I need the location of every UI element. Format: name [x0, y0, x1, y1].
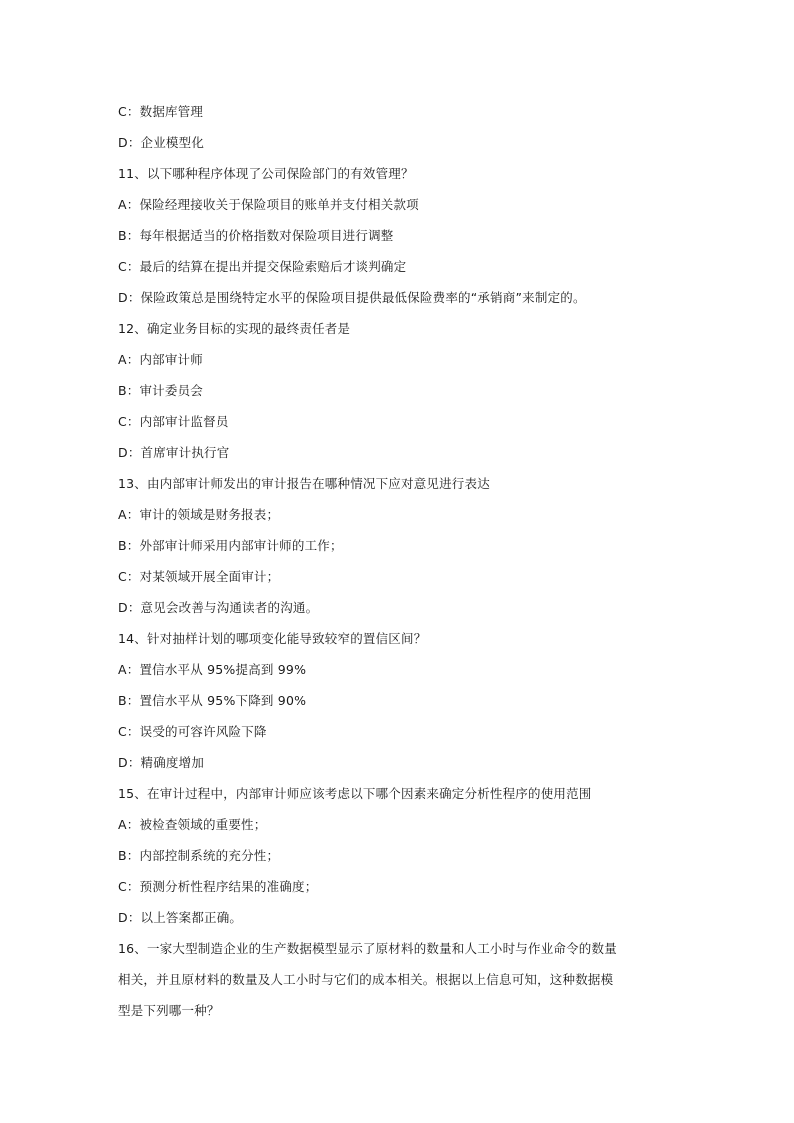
option-d: D：企业模型化: [118, 135, 205, 150]
question-11: 11、以下哪种程序体现了公司保险部门的有效管理？: [118, 166, 414, 181]
option-b: B：内部控制系统的充分性；: [118, 848, 280, 863]
option-a: A：置信水平从 95%提高到 99%: [118, 662, 307, 677]
option-d: D：以上答案都正确。: [118, 910, 243, 925]
option-a: A：被检查领域的重要性；: [118, 817, 267, 832]
option-d: D：意见会改善与沟通读者的沟通。: [118, 600, 319, 615]
question-16-line-2: 相关，并且原材料的数量及人工小时与它们的成本相关。根据以上信息可知，这种数据模: [118, 972, 614, 987]
question-text-body: [118, 100, 678, 1030]
option-d: D：保险政策总是围绕特定水平的保险项目提供最低保险费率的“承销商”来制定的。: [118, 290, 586, 305]
option-a: A：审计的领域是财务报表；: [118, 507, 280, 522]
option-c: C：内部审计监督员: [118, 414, 229, 429]
option-c: C：数据库管理: [118, 104, 204, 119]
option-a: A：内部审计师: [118, 352, 203, 367]
option-c: C：最后的结算在提出并提交保险索赔后才谈判确定: [118, 259, 407, 274]
option-b: B：审计委员会: [118, 383, 203, 398]
option-b: B：每年根据适当的价格指数对保险项目进行调整: [118, 228, 394, 243]
option-d: D：精确度增加: [118, 755, 205, 770]
option-b: B：置信水平从 95%下降到 90%: [118, 693, 307, 708]
option-d: D：首席审计执行官: [118, 445, 230, 460]
question-14: 14、针对抽样计划的哪项变化能导致较窄的置信区间？: [118, 631, 427, 646]
option-c: C：预测分析性程序结果的准确度；: [118, 879, 318, 894]
question-16-line-1: 16、一家大型制造企业的生产数据模型显示了原材料的数量和人工小时与作业命令的数量: [118, 941, 617, 956]
option-c: C：误受的可容许风险下降: [118, 724, 267, 739]
option-a: A：保险经理接收关于保险项目的账单并支付相关款项: [118, 197, 419, 212]
question-15: 15、在审计过程中，内部审计师应该考虑以下哪个因素来确定分析性程序的使用范围: [118, 786, 592, 801]
option-b: B：外部审计师采用内部审计师的工作；: [118, 538, 343, 553]
question-13: 13、由内部审计师发出的审计报告在哪种情况下应对意见进行表达: [118, 476, 490, 491]
option-c: C：对某领域开展全面审计；: [118, 569, 280, 584]
question-16-line-3: 型是下列哪一种？: [118, 1003, 220, 1018]
question-12: 12、确定业务目标的实现的最终责任者是: [118, 321, 351, 336]
